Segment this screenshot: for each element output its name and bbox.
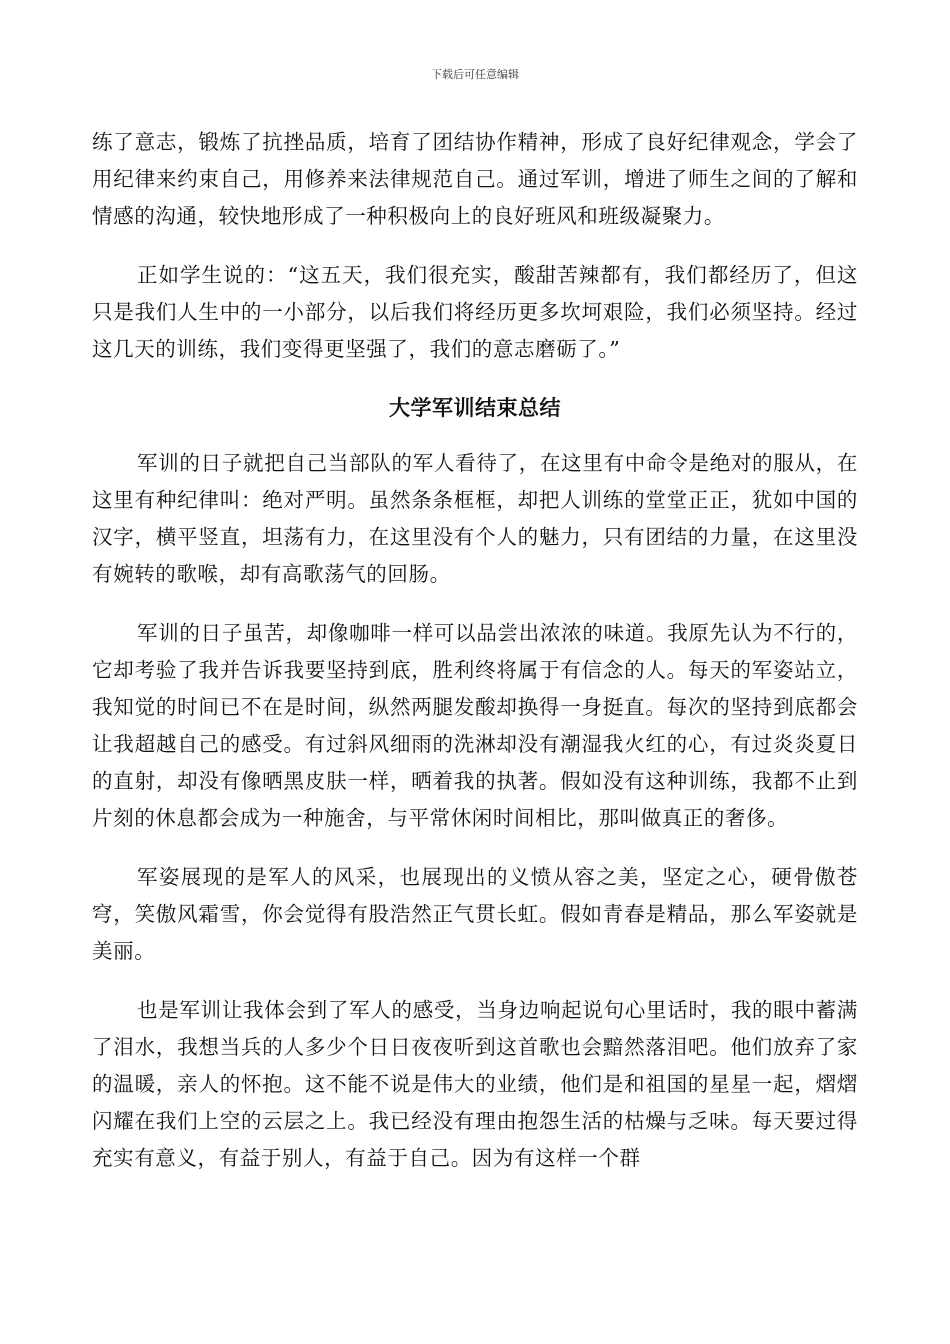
- section-title: 大学军训结束总结: [389, 396, 561, 420]
- paragraph-gap: [92, 970, 858, 992]
- header-note: 下载后可任意编辑: [431, 68, 519, 81]
- document-body: [92, 124, 858, 1177]
- paragraph-5: 军姿展现的是军人的风采，也展现出的义愤从容之美，坚定之心，硬骨傲苍穹，笑傲风霜雪，你会觉得有股浩然正气贯长虹。假如青春是精品，那么军姿就是美丽。: [92, 865, 858, 963]
- paragraph-3: 军训的日子就把自己当部队的军人看待了，在这里有中命令是绝对的服从，在这里有种纪律叫：绝对严明。虽然条条框框，却把人训练的堂堂正正，犹如中国的汉字，横平竖直，坦荡有力，在这里没有个人的魅力，只有团结的力量，在这里没有婉转的歌喉，却有高歌荡气的回肠。: [92, 451, 858, 586]
- paragraph-1: 练了意志，锻炼了抗挫品质，培育了团结协作精神，形成了良好纪律观念，学会了用纪律来约束自己，用修养来法律规范自己。通过军训，增进了师生之间的了解和情感的沟通，较快地形成了一种积极向上的良好班风和班级凝聚力。: [92, 130, 858, 228]
- paragraph-4: 军训的日子虽苦，却像咖啡一样可以品尝出浓浓的味道。我原先认为不行的，它却考验了我并告诉我要坚持到底，胜利终将属于有信念的人。每天的军姿站立，我知觉的时间已不在是时间，纵然两腿发酸却换得一身挺直。每次的坚持到底都会让我超越自己的感受。有过斜风细雨的洗淋却没有潮湿我火红的心，有过炎炎夏日的直射，却没有像晒黑皮肤一样，晒着我的执著。假如没有这种训练，我都不止到片刻的休息都会成为一种施舍，与平常休闲时间相比，那叫做真正的奢侈。: [92, 621, 858, 830]
- paragraph-2: 正如学生说的：“这五天，我们很充实，酸甜苦辣都有，我们都经历了，但这只是我们人生中的一小部分，以后我们将经历更多坎坷艰险，我们必须坚持。经过这几天的训练，我们变得更坚强了，我们的意志磨砺了。”: [92, 263, 858, 361]
- paragraph-gap: [92, 235, 858, 257]
- paragraph-gap: [92, 593, 858, 615]
- paragraph-6: 也是军训让我体会到了军人的感受，当身边响起说句心里话时，我的眼中蓄满了泪水，我想当兵的人多少个日日夜夜听到这首歌也会黯然落泪吧。他们放弃了家的温暖，亲人的怀抱。这不能不说是伟大的业绩，他们是和祖国的星星一起，熠熠闪耀在我们上空的云层之上。我已经没有理由抱怨生活的枯燥与乏味。每天要过得充实有意义，有益于别人，有益于自己。因为有这样一个群: [92, 998, 858, 1170]
- paragraph-gap: [92, 837, 858, 859]
- paragraph-gap: [92, 368, 858, 390]
- paragraph-gap: [92, 427, 858, 445]
